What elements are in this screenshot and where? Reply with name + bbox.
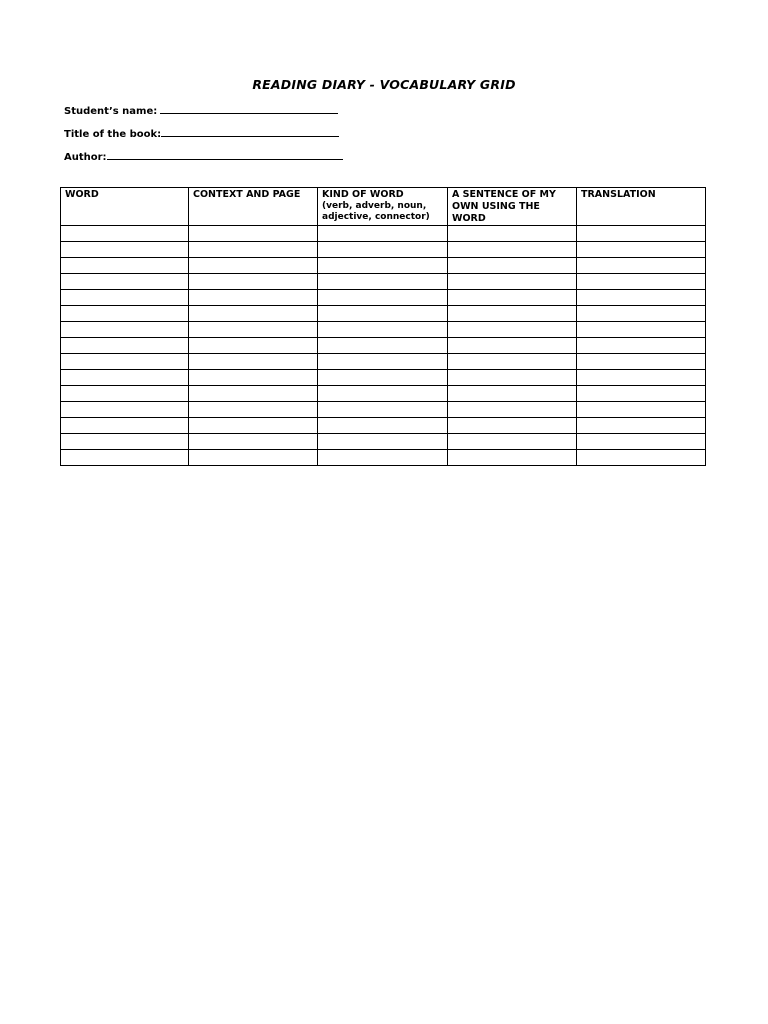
table-cell[interactable] [448,450,577,466]
table-row [61,258,706,274]
table-cell[interactable] [61,386,189,402]
header-context-and-page: CONTEXT AND PAGE [189,188,318,226]
table-row [61,242,706,258]
table-cell[interactable] [577,290,706,306]
table-cell[interactable] [448,434,577,450]
student-name-field [64,104,338,117]
table-cell[interactable] [189,386,318,402]
table-cell[interactable] [577,258,706,274]
table-cell[interactable] [189,322,318,338]
table-cell[interactable] [318,338,448,354]
table-cell[interactable] [448,258,577,274]
table-cell[interactable] [61,290,189,306]
table-cell[interactable] [189,418,318,434]
table-cell[interactable] [61,306,189,322]
author-line[interactable] [107,150,343,160]
table-cell[interactable] [61,370,189,386]
table-cell[interactable] [577,434,706,450]
table-cell[interactable] [577,274,706,290]
header-kind-of-word: KIND OF WORD (verb, adverb, noun, adjective, connector) [318,188,448,226]
table-cell[interactable] [61,402,189,418]
table-cell[interactable] [448,322,577,338]
table-row [61,386,706,402]
table-cell[interactable] [318,386,448,402]
table-cell[interactable] [577,418,706,434]
book-title-field [64,127,339,140]
table-cell[interactable] [61,338,189,354]
table-cell[interactable] [577,226,706,242]
table-cell[interactable] [448,402,577,418]
table-cell[interactable] [577,306,706,322]
table-cell[interactable] [577,386,706,402]
table-row [61,306,706,322]
table-cell[interactable] [61,418,189,434]
table-row [61,402,706,418]
table-cell[interactable] [318,258,448,274]
table-cell[interactable] [61,354,189,370]
book-title-label: Title of the book: [64,129,162,140]
table-cell[interactable] [577,450,706,466]
student-name-label: Student’s name: [64,106,158,117]
table-cell[interactable] [448,370,577,386]
header-translation: TRANSLATION [577,188,706,226]
table-cell[interactable] [189,226,318,242]
table-cell[interactable] [318,354,448,370]
table-cell[interactable] [61,242,189,258]
author-label: Author: [64,152,107,163]
table-cell[interactable] [577,402,706,418]
table-cell[interactable] [189,258,318,274]
table-cell[interactable] [189,354,318,370]
header-kind-of-word-sub: (verb, adverb, noun, adjective, connector) [322,201,430,222]
table-cell[interactable] [448,290,577,306]
table-cell[interactable] [577,338,706,354]
table-cell[interactable] [318,370,448,386]
table-cell[interactable] [189,274,318,290]
table-cell[interactable] [318,450,448,466]
table-row [61,434,706,450]
table-cell[interactable] [318,402,448,418]
table-cell[interactable] [189,242,318,258]
page-title: READING DIARY - VOCABULARY GRID [252,77,516,92]
table-cell[interactable] [448,418,577,434]
table-cell[interactable] [448,354,577,370]
table-row [61,274,706,290]
table-cell[interactable] [189,434,318,450]
table-cell[interactable] [189,402,318,418]
header-sentence: A SENTENCE OF MY OWN USING THE WORD [448,188,577,226]
table-row [61,322,706,338]
table-cell[interactable] [448,306,577,322]
table-cell[interactable] [189,338,318,354]
table-cell[interactable] [318,418,448,434]
table-cell[interactable] [448,274,577,290]
table-cell[interactable] [189,290,318,306]
table-cell[interactable] [318,306,448,322]
table-cell[interactable] [61,322,189,338]
table-cell[interactable] [448,386,577,402]
table-row [61,290,706,306]
table-cell[interactable] [61,434,189,450]
table-cell[interactable] [448,338,577,354]
table-cell[interactable] [577,322,706,338]
table-cell[interactable] [448,226,577,242]
vocabulary-grid [60,187,706,466]
table-row [61,450,706,466]
header-word: WORD [61,188,189,226]
table-cell[interactable] [577,242,706,258]
table-cell[interactable] [318,322,448,338]
table-cell[interactable] [318,290,448,306]
book-title-line[interactable] [161,127,339,137]
grid-body [61,226,706,466]
table-cell[interactable] [577,354,706,370]
table-row [61,226,706,242]
table-cell[interactable] [189,450,318,466]
table-row [61,354,706,370]
header-row [61,188,706,226]
table-cell[interactable] [318,242,448,258]
table-cell[interactable] [189,306,318,322]
author-field [64,150,343,163]
table-cell[interactable] [61,450,189,466]
table-cell[interactable] [61,274,189,290]
table-row [61,418,706,434]
table-cell[interactable] [61,258,189,274]
table-cell[interactable] [61,226,189,242]
table-cell[interactable] [318,226,448,242]
student-name-line[interactable] [160,104,338,114]
table-cell[interactable] [448,242,577,258]
table-cell[interactable] [318,434,448,450]
table-row [61,338,706,354]
table-row [61,370,706,386]
table-cell[interactable] [189,370,318,386]
table-cell[interactable] [318,274,448,290]
table-cell[interactable] [577,370,706,386]
